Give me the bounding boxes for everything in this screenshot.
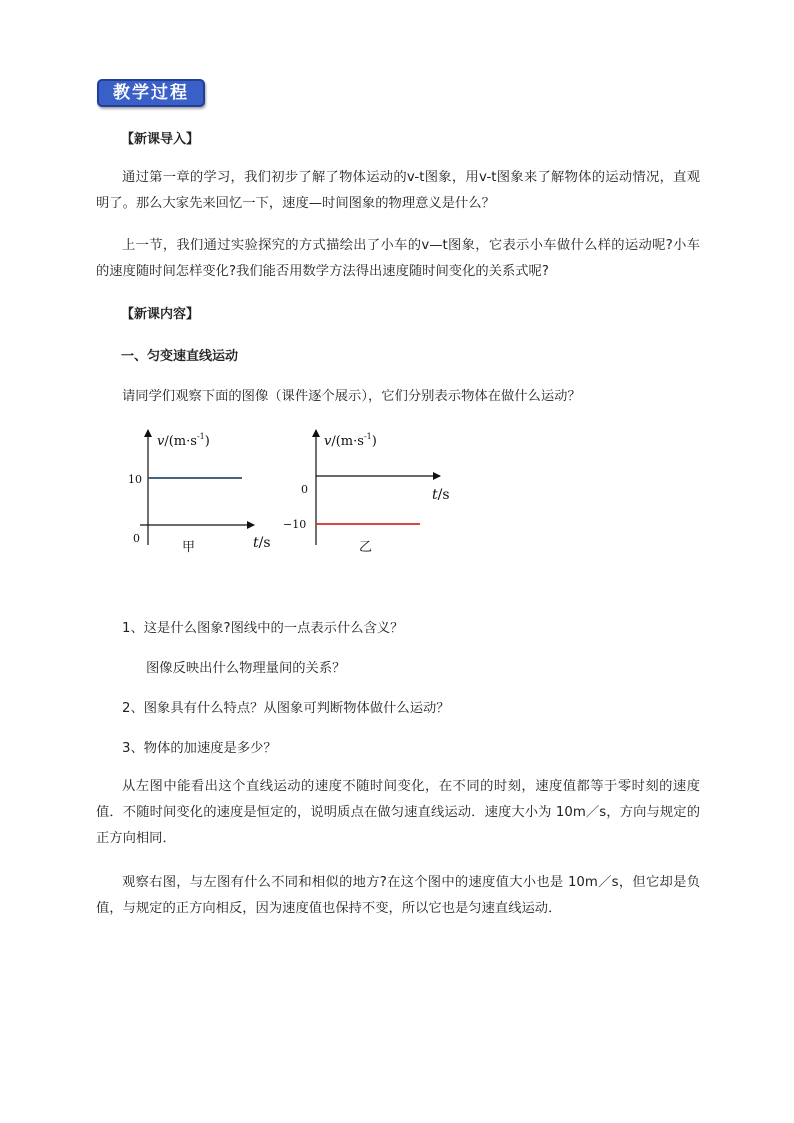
- question-3: 3、物体的加速度是多少？: [122, 741, 277, 756]
- chart-jia: [128, 430, 271, 555]
- chart-jia-title: 甲: [182, 540, 196, 555]
- chart-jia-ylabel: $v/(m\cdot s^{-1})$: [157, 432, 210, 449]
- chart-jia-origin-label: 0: [133, 532, 140, 545]
- vt-figures-svg: [120, 420, 460, 570]
- chart-yi-ylabel: $v/(m\cdot s^{-1})$: [324, 432, 377, 449]
- section-badge: 教学过程: [97, 79, 205, 107]
- uniform-motion-subheading: 一、匀变速直线运动: [121, 349, 239, 364]
- chart-jia-tick-label: 10: [128, 473, 142, 486]
- question-1b: 图像反映出什么物理量间的关系？: [146, 661, 346, 676]
- chart-jia-xlabel: t/s: [253, 535, 271, 551]
- explanation-paragraph-2: 观察右图，与左图有什么不同和相似的地方?在这个图中的速度值大小也是 10m／s，但它却是负值，与规定的正方向相反，因为速度值也保持不变，所以它也是匀速直线运动．: [96, 875, 700, 916]
- question-1: 1、这是什么图象?图线中的一点表示什么含义？: [122, 621, 404, 636]
- chart-yi-xlabel: t/s: [432, 487, 450, 503]
- explanation-paragraph-1: 从左图中能看出这个直线运动的速度不随时间变化，在不同的时刻，速度值都等于零时刻的速度值．不随时间变化的速度是恒定的，说明质点在做匀速直线运动．速度大小为 10m／s，方向与规定的正方向相同．: [96, 779, 700, 846]
- chart-yi-title: 乙: [359, 540, 373, 555]
- new-lesson-content-heading: 【新课内容】: [121, 307, 200, 322]
- question-2: 2、图象具有什么特点？从图象可判断物体做什么运动？: [122, 701, 450, 716]
- chart-yi: [283, 430, 450, 555]
- chart-yi-tick-label: −10: [283, 518, 307, 531]
- vt-figures: [120, 420, 460, 570]
- intro-paragraph-2: 上一节，我们通过实验探究的方式描绘出了小车的v—t图象，它表示小车做什么样的运动呢?小车的速度随时间怎样变化?我们能否用数学方法得出速度随时间变化的关系式呢?: [96, 238, 700, 279]
- observation-prompt: 请同学们观察下面的图像（课件逐个展示），它们分别表示物体在做什么运动？: [122, 389, 581, 404]
- intro-paragraph-1: 通过第一章的学习，我们初步了解了物体运动的v-t图象，用v-t图象来了解物体的运动情况，直观明了。那么大家先来回忆一下，速度—时间图象的物理意义是什么？: [96, 170, 700, 211]
- chart-yi-origin-label: 0: [301, 483, 308, 496]
- new-lesson-intro-heading: 【新课导入】: [121, 132, 200, 147]
